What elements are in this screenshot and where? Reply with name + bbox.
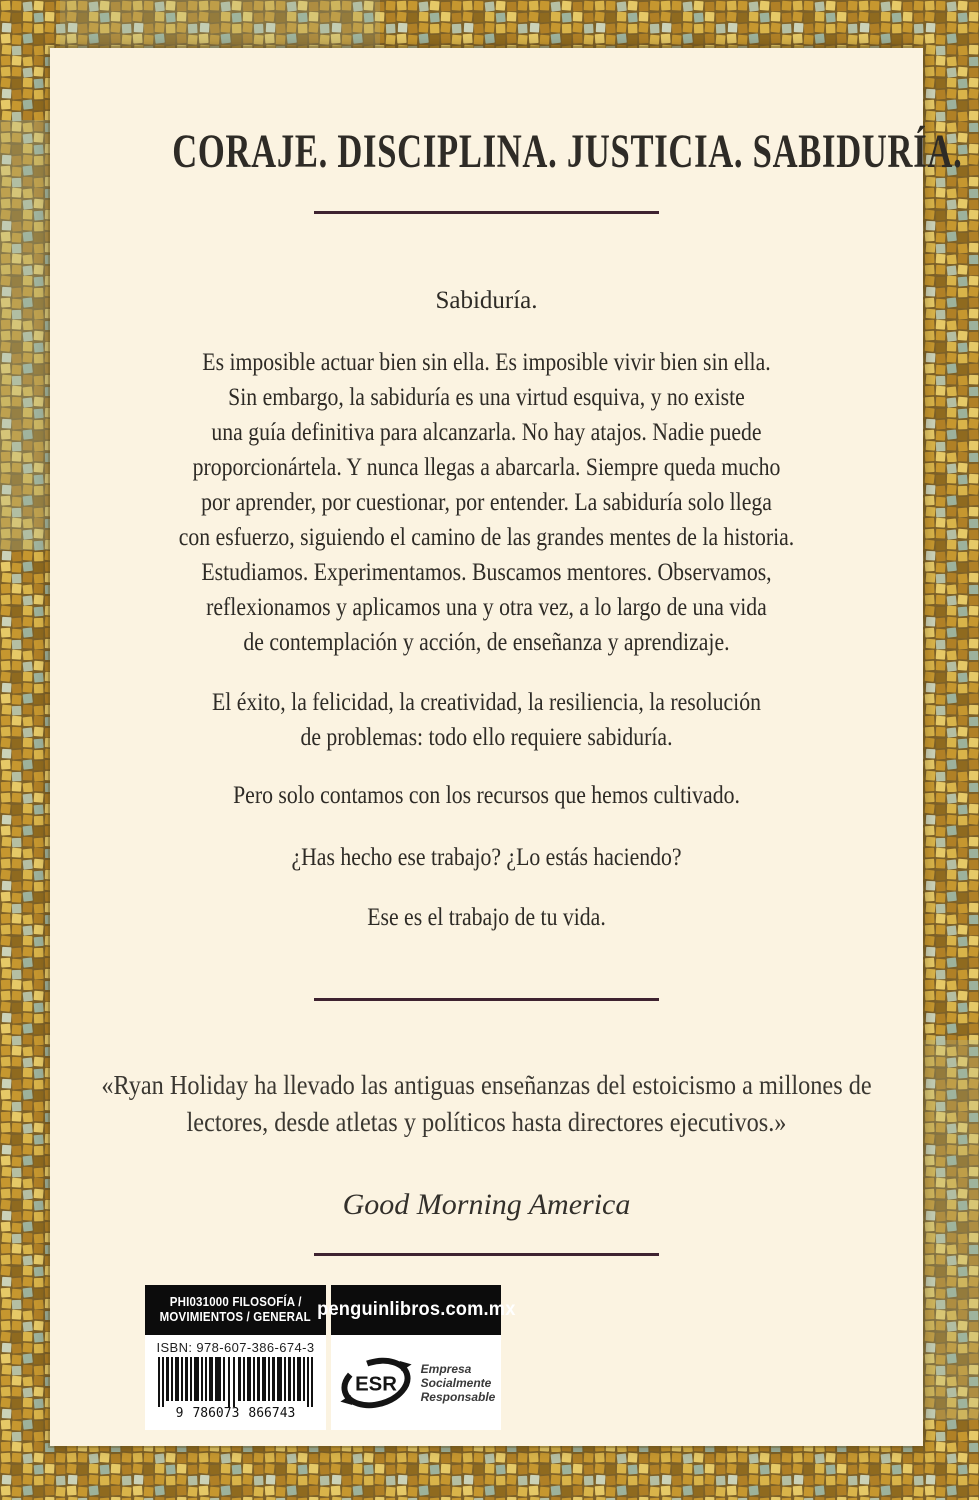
lead-word: Sabiduría. — [435, 287, 538, 314]
isbn-label: ISBN: 978-607-386-674-3 — [156, 1340, 315, 1355]
text-line: por aprender, por cuestionar, por entender. La sabiduría solo llega — [201, 489, 772, 516]
esr-certification — [331, 1335, 501, 1430]
barcode-digit-group: 9 — [175, 1406, 184, 1421]
divider-top — [314, 211, 659, 214]
press-quote — [94, 1067, 880, 1141]
paragraph-success — [107, 685, 867, 755]
divider-bottom — [314, 1253, 659, 1256]
divider-middle — [314, 998, 659, 1001]
esr-logo-icon — [337, 1353, 415, 1413]
barcode-digits — [176, 1406, 296, 1421]
text-line: El éxito, la felicidad, la creatividad, la resiliencia, la resolución — [212, 689, 761, 716]
cover-panel — [50, 48, 963, 1446]
paragraph-lifework: Ese es el trabajo de tu vida. — [367, 904, 606, 931]
text-line: proporcionártela. Y nunca llegas a abarcarla. Siempre queda mucho — [192, 454, 781, 481]
text-line: y políticos hasta directores ejecutivos.» — [403, 1107, 787, 1137]
text-line: una guía definitiva para alcanzarla. No hay atajos. Nadie puede — [211, 419, 762, 446]
virtues-heading: CORAJE. DISCIPLINA. JUSTICIA. SABIDURÍA. — [172, 125, 963, 178]
text-line: «Ryan Holiday ha llevado las antiguas enseñanzas — [101, 1070, 591, 1100]
esr-label — [421, 1362, 496, 1404]
esr-word: Empresa — [420, 1361, 472, 1376]
text-line: con esfuerzo, siguiendo el camino de las grandes mentes de la historia. — [178, 524, 795, 551]
quote-attribution: Good Morning America — [342, 1188, 631, 1221]
isbn-barcode-box — [145, 1335, 326, 1430]
category-line-1: PHI031000 FILOSOFÍA / — [169, 1295, 302, 1309]
text-line: de problemas: todo ello requiere sabiduría. — [300, 724, 673, 751]
publisher-strip — [145, 1285, 516, 1430]
paragraph-question: ¿Has hecho ese trabajo? ¿Lo estás haciendo? — [291, 844, 682, 871]
paragraph-resources: Pero solo contamos con los recursos que hemos cultivado. — [233, 782, 740, 809]
text-line: Sin embargo, la sabiduría es una virtud esquiva, y no existe — [228, 384, 745, 411]
category-badge — [145, 1285, 326, 1335]
esr-word: Socialmente — [420, 1375, 492, 1390]
text-line: reflexionamos y aplicamos una y otra vez, a lo largo de una vida — [206, 594, 767, 621]
barcode-digit-group: 866743 — [248, 1406, 296, 1421]
barcode-bars-icon — [158, 1357, 314, 1407]
publisher-website: penguinlibros.com.mx — [316, 1299, 516, 1320]
text-line: del estoicismo a millones de lectores, desde atletas — [186, 1070, 872, 1137]
barcode-digit-group: 786073 — [192, 1406, 240, 1421]
text-line: Es imposible actuar bien sin ella. Es imposible vivir bien sin ella. — [202, 349, 771, 376]
esr-word: Responsable — [420, 1389, 496, 1404]
website-badge — [316, 1285, 516, 1335]
category-line-2: MOVIMIENTOS / GENERAL — [159, 1310, 312, 1324]
text-line: de contemplación y acción, de enseñanza y aprendizaje. — [243, 629, 730, 656]
esr-acronym: ESR — [354, 1373, 397, 1396]
paragraph-wisdom — [107, 345, 867, 660]
text-line: Estudiamos. Experimentamos. Buscamos mentores. Observamos, — [201, 559, 772, 586]
